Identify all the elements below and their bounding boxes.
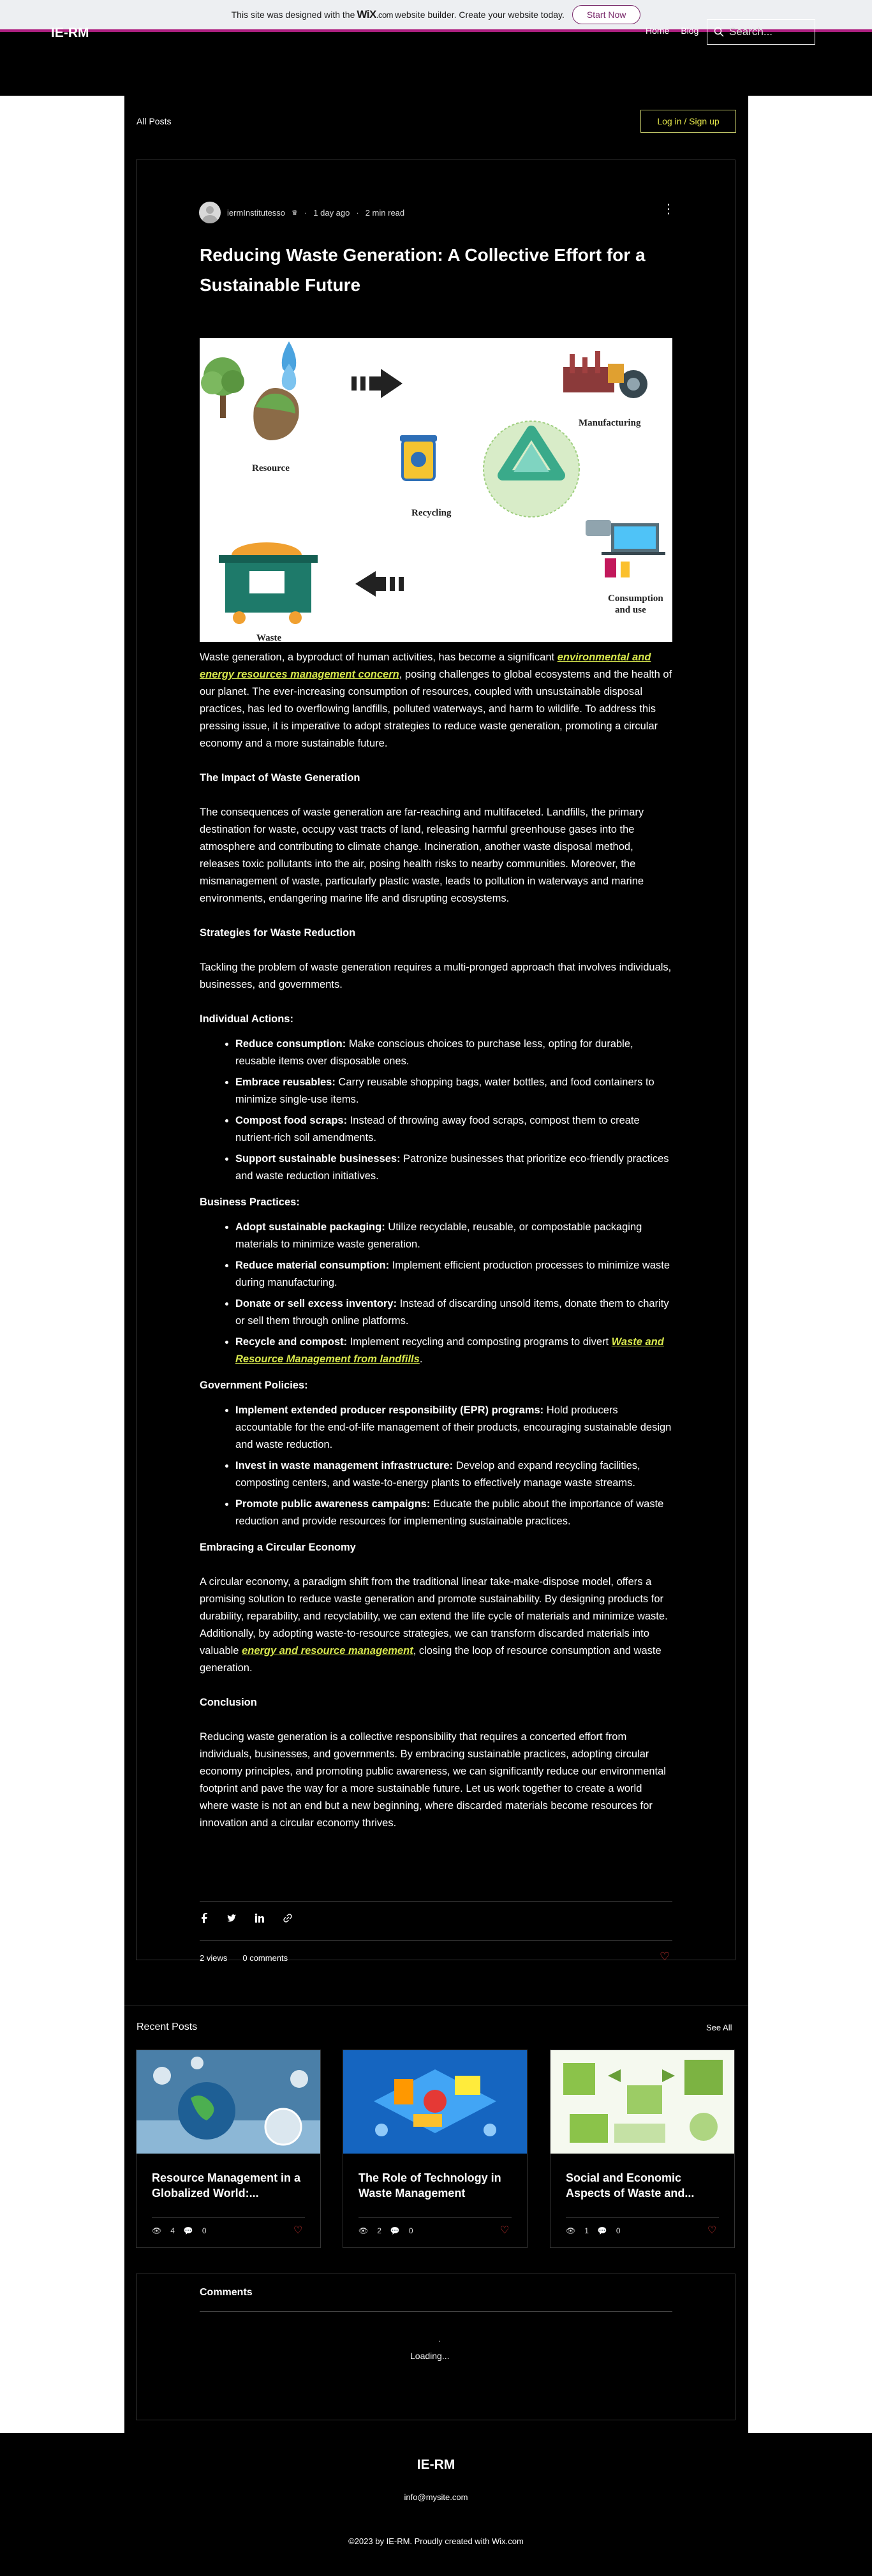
label-manufacturing: Manufacturing xyxy=(579,418,641,428)
card-divider xyxy=(152,2217,305,2218)
wix-logo-suffix: .com xyxy=(376,10,394,20)
link-icon[interactable] xyxy=(283,1913,293,1923)
share-bar xyxy=(200,1913,293,1923)
list-item-text: Instead of throwing away food scraps, compost them to create nutrient-rich soil amendments. xyxy=(235,1115,640,1143)
recent-post-card[interactable] xyxy=(343,2050,528,2248)
linkedin-icon[interactable] xyxy=(255,1913,265,1923)
loading-spinner-icon: · xyxy=(438,2335,441,2346)
post-body xyxy=(200,649,672,1849)
author-name[interactable]: iermInstitutesso xyxy=(227,207,286,218)
footer-title: IE-RM xyxy=(417,2457,455,2472)
circular-paragraph xyxy=(200,1574,672,1677)
comments-title: Comments xyxy=(200,2287,253,2298)
waste-management-link[interactable]: Waste and Resource Management from landfills xyxy=(235,1336,664,1365)
recent-post-card[interactable] xyxy=(136,2050,321,2248)
recycle-globe-icon xyxy=(484,421,579,517)
list-item xyxy=(235,1496,672,1530)
recent-post-title[interactable]: Resource Management in a Globalized World:... xyxy=(152,2171,301,2200)
list-item-text: Implement recycling and composting programs to divert xyxy=(347,1336,612,1348)
share-divider-top xyxy=(200,1901,672,1902)
card-comments: 0 xyxy=(616,2226,621,2235)
recent-post-title[interactable]: Social and Economic Aspects of Waste and... xyxy=(566,2171,695,2200)
eye-icon: 👁 xyxy=(358,2226,369,2235)
business-heading: Business Practices: xyxy=(200,1196,300,1208)
circular-heading: Embracing a Circular Economy xyxy=(200,1542,356,1553)
label-consumption-2: and use xyxy=(615,605,646,615)
nav-home[interactable]: Home xyxy=(646,26,670,36)
list-item-end: . xyxy=(419,1353,423,1365)
list-item xyxy=(235,1402,672,1454)
intro-link[interactable]: environmental and energy resources management concern xyxy=(200,651,651,680)
strategies-heading: Strategies for Waste Reduction xyxy=(200,927,356,939)
list-item-title: Adopt sustainable packaging: xyxy=(235,1221,385,1233)
comment-icon: 💬 xyxy=(183,2226,193,2235)
post-meta xyxy=(199,202,404,223)
card-views: 4 xyxy=(170,2226,175,2235)
search-box[interactable] xyxy=(707,19,815,45)
more-actions-icon[interactable]: ⋮ xyxy=(662,202,675,216)
footer-email[interactable]: info@mysite.com xyxy=(404,2492,468,2502)
list-item-text: Patronize businesses that prioritize eco-friendly practices and waste reduction initiatives. xyxy=(235,1153,669,1182)
card-heart-icon[interactable]: ♡ xyxy=(500,2225,510,2236)
list-item-title: Donate or sell excess inventory: xyxy=(235,1298,397,1309)
card-comments: 0 xyxy=(202,2226,207,2235)
search-input[interactable]: Search... xyxy=(729,26,773,38)
list-item-title: Invest in waste management infrastructure: xyxy=(235,1460,454,1471)
view-count: 2 views xyxy=(200,1953,228,1963)
list-item-title: Reduce consumption: xyxy=(235,1038,346,1050)
nav-blog[interactable]: Blog xyxy=(681,26,699,36)
all-posts-link[interactable]: All Posts xyxy=(137,116,172,126)
card-views: 2 xyxy=(377,2226,381,2235)
business-list xyxy=(200,1219,672,1368)
twitter-icon[interactable] xyxy=(226,1913,237,1923)
list-item-text: Implement efficient production processes to minimize waste during manufacturing. xyxy=(235,1260,670,1288)
waste-cycle-diagram xyxy=(200,338,672,642)
list-item-text: Utilize recyclable, reusable, or compostable packaging materials to minimize waste generation. xyxy=(235,1221,642,1250)
banner-text-after: website builder. Create your website today. xyxy=(395,10,565,20)
individual-list xyxy=(200,1036,672,1185)
eye-icon: 👁 xyxy=(566,2226,576,2235)
post-title: Reducing Waste Generation: A Collective Effort for a Sustainable Future xyxy=(200,245,646,295)
list-item-text: Educate the public about the importance of waste reduction and provide resources for implementing sustainable practices. xyxy=(235,1498,664,1527)
site-title[interactable]: IE-RM xyxy=(51,26,89,40)
card-views: 1 xyxy=(584,2226,589,2235)
footer-copyright: ©2023 by IE-RM. Proudly created with Wix.com xyxy=(348,2536,524,2546)
comment-icon: 💬 xyxy=(390,2226,400,2235)
list-item xyxy=(235,1457,672,1492)
recent-divider xyxy=(124,2005,748,2006)
list-item xyxy=(235,1150,672,1185)
list-item xyxy=(235,1334,672,1368)
impact-heading: The Impact of Waste Generation xyxy=(200,772,360,784)
conclusion-heading: Conclusion xyxy=(200,1697,257,1708)
wix-logo-mark: WiX xyxy=(357,8,376,20)
facebook-icon[interactable] xyxy=(200,1913,209,1923)
list-item xyxy=(235,1112,672,1147)
individual-heading: Individual Actions: xyxy=(200,1013,293,1025)
intro-text-2: , posing challenges to global ecosystems and the health of our planet. The ever-increasing consumption of resources, coupled with unsustainable disposal practices, has led to overflowing landfills, polluted waterways, and harm to wildlife. To address this pressing issue, it is imperative to adopt strategies to reduce waste generation, promoting a circular economy and a more sustainable future. xyxy=(200,669,672,749)
avatar[interactable] xyxy=(199,202,221,223)
circular-text-1: A circular economy, a paradigm shift from the traditional linear take-make-dispose model, offers a promising solution to reduce waste generation and promote sustainability. By designing products for durability, reparability, and recyclability, we can extend the life cycle of materials and minimize waste. Additionally, by adopting waste-to-resource strategies, we can transform discarded materials into valuable xyxy=(200,1576,668,1657)
list-item-title: Reduce material consumption: xyxy=(235,1260,390,1271)
card-stats xyxy=(358,2226,413,2235)
recent-post-thumbnail[interactable] xyxy=(551,2050,734,2154)
recycling-bin-icon xyxy=(400,435,437,480)
see-all-link[interactable]: See All xyxy=(706,2023,732,2032)
eye-icon: 👁 xyxy=(152,2226,162,2235)
comments-loading: Loading... xyxy=(410,2351,450,2361)
read-time: 2 min read xyxy=(365,207,405,218)
login-button[interactable]: Log in / Sign up xyxy=(640,110,736,133)
waste-cycle-illustration xyxy=(200,338,672,642)
government-heading: Government Policies: xyxy=(200,1380,308,1391)
comment-count[interactable]: 0 comments xyxy=(242,1953,288,1963)
strategies-paragraph: Tackling the problem of waste generation requires a multi-pronged approach that involves individuals, businesses, and governments. xyxy=(200,962,672,990)
card-heart-icon[interactable]: ♡ xyxy=(293,2225,303,2236)
wix-logo xyxy=(357,8,393,21)
list-item xyxy=(235,1219,672,1253)
label-resource: Resource xyxy=(252,463,290,473)
energy-resource-link[interactable]: energy and resource management xyxy=(242,1645,413,1657)
share-divider-bottom xyxy=(200,1940,672,1941)
main-nav xyxy=(646,26,698,36)
card-stats xyxy=(566,2226,621,2235)
recent-post-thumbnail[interactable] xyxy=(343,2050,527,2154)
card-comments: 0 xyxy=(408,2226,413,2235)
label-consumption-1: Consumption xyxy=(608,593,663,604)
list-item-text: Carry reusable shopping bags, water bottles, and food containers to minimize single-use items. xyxy=(235,1076,654,1105)
card-divider xyxy=(566,2217,719,2218)
label-waste: Waste xyxy=(256,633,282,642)
recent-post-title[interactable]: The Role of Technology in Waste Management xyxy=(358,2171,501,2200)
recent-post-card[interactable] xyxy=(550,2050,735,2248)
post-time: 1 day ago xyxy=(313,207,350,218)
circular-text-2: , closing the loop of resource consumption and waste generation. xyxy=(200,1645,661,1674)
label-recycling: Recycling xyxy=(411,508,452,518)
recent-posts-title: Recent Posts xyxy=(137,2021,198,2032)
conclusion-paragraph: Reducing waste generation is a collective responsibility that requires a concerted effort from individuals, businesses, and governments. By embracing sustainable practices, adopting circular economy principles, and promoting public awareness, we can significantly reduce our environmental footprint and pave the way for a more sustainable future. Let us work together to create a world where waste is not an end but a new beginning, where discarded materials become resources for innovation and a circular economy thrives. xyxy=(200,1731,666,1829)
intro-paragraph xyxy=(200,649,672,752)
meta-separator: · xyxy=(304,207,307,218)
list-item xyxy=(235,1074,672,1108)
list-item xyxy=(235,1036,672,1070)
start-now-button[interactable]: Start Now xyxy=(572,5,640,24)
impact-paragraph: The consequences of waste generation are far-reaching and multifaceted. Landfills, the primary destination for waste, occupy vast tracts of land, releasing harmful greenhouse gases into the atmosphere and contributing to climate change. Incineration, another waste disposal method, releases toxic pollutants into the air, posing health risks to nearby communities. Moreover, the mismanagement of waste, particularly plastic waste, leads to pollution in waterways and marine environments, endangering marine life and disrupting ecosystems. xyxy=(200,807,644,904)
like-heart-icon[interactable]: ♡ xyxy=(660,1950,670,1963)
list-item-title: Recycle and compost: xyxy=(235,1336,348,1348)
list-item-text: Make conscious choices to purchase less, opting for durable, reusable items over disposable ones. xyxy=(235,1038,633,1067)
list-item-text: Develop and expand recycling facilities, composting centers, and waste-to-energy plants to effectively manage waste streams. xyxy=(235,1460,640,1489)
government-list xyxy=(200,1402,672,1530)
card-stats xyxy=(152,2226,207,2235)
card-divider xyxy=(358,2217,512,2218)
admin-crown-icon: ♛ xyxy=(292,209,298,217)
site-footer xyxy=(0,2433,872,2576)
intro-text-1: Waste generation, a byproduct of human activities, has become a significant xyxy=(200,651,558,663)
comments-divider xyxy=(200,2311,672,2312)
list-item-text: Hold producers accountable for the end-of-life management of their products, encouraging sustainable design and waste reduction. xyxy=(235,1404,672,1450)
list-item-text: Instead of discarding unsold items, donate them to charity or sell them through online platforms. xyxy=(235,1298,669,1327)
list-item-title: Implement extended producer responsibility (EPR) programs: xyxy=(235,1404,544,1416)
list-item xyxy=(235,1257,672,1292)
list-item xyxy=(235,1295,672,1330)
recent-post-thumbnail[interactable] xyxy=(137,2050,320,2154)
comment-icon: 💬 xyxy=(597,2226,607,2235)
search-icon xyxy=(714,27,724,37)
post-stats xyxy=(200,1953,288,1963)
list-item-title: Promote public awareness campaigns: xyxy=(235,1498,431,1510)
list-item-title: Embrace reusables: xyxy=(235,1076,336,1088)
meta-separator: · xyxy=(356,207,359,218)
banner-text-before: This site was designed with the xyxy=(231,10,355,20)
list-item-title: Support sustainable businesses: xyxy=(235,1153,401,1165)
list-item-title: Compost food scraps: xyxy=(235,1115,348,1126)
card-heart-icon[interactable]: ♡ xyxy=(707,2225,717,2236)
